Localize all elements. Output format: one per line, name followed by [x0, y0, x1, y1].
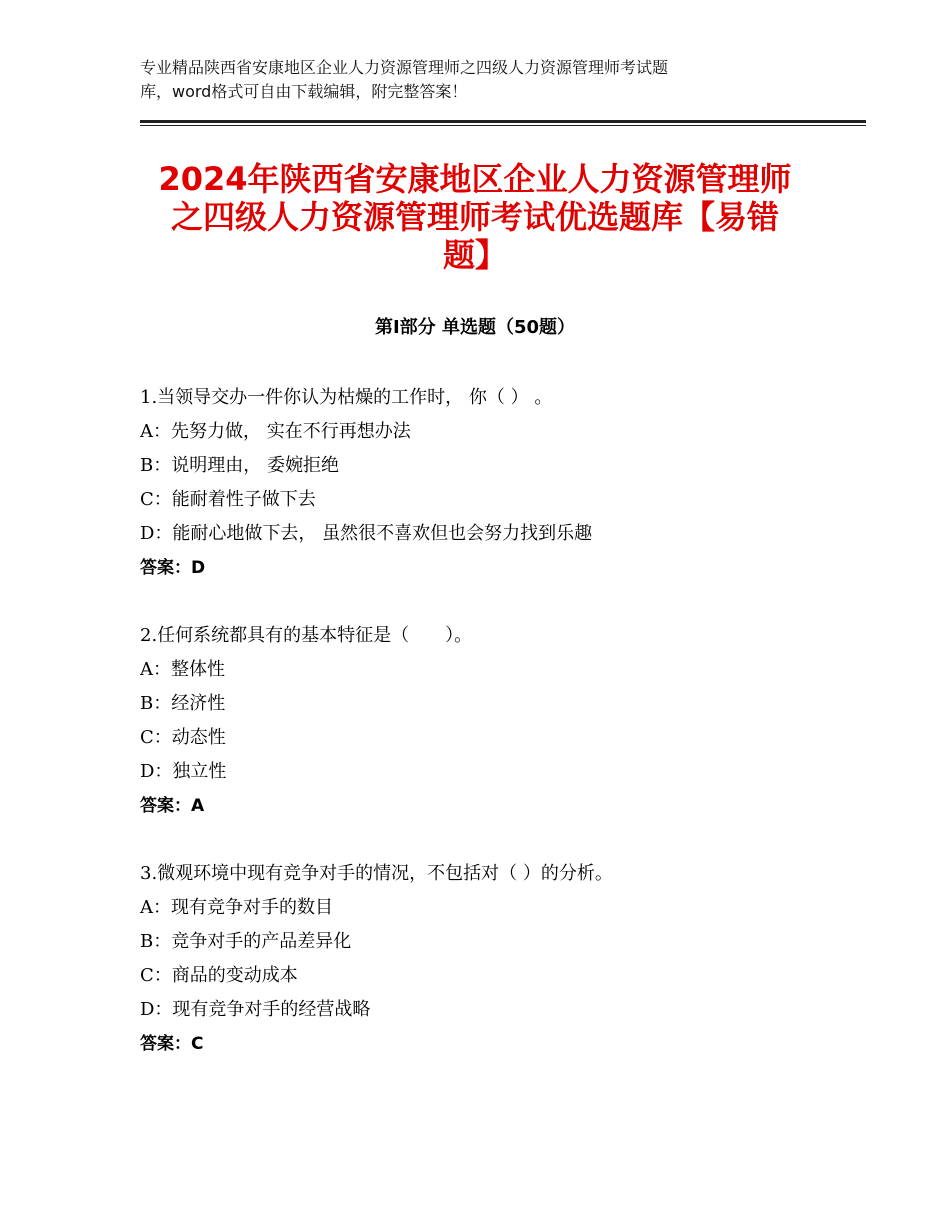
option-d: D：能耐心地做下去， 虽然很不喜欢但也会努力找到乐趣 [140, 523, 593, 544]
question-stem: 1.当领导交办一件你认为枯燥的工作时， 你（ ） 。 [140, 387, 553, 408]
document-title [120, 160, 830, 274]
answer-line: 答案：D [140, 558, 206, 578]
question-list [140, 381, 860, 1095]
document-title-line-3: 题】 [442, 236, 507, 274]
answer-line: 答案：A [140, 796, 205, 816]
header-divider-thin [140, 125, 866, 126]
header-note-line-1: 专业精品陕西省安康地区企业人力资源管理师之四级人力资源管理师考试题 [140, 58, 669, 77]
option-b: B：说明理由， 委婉拒绝 [140, 455, 339, 476]
option-b: B：竞争对手的产品差异化 [140, 931, 352, 952]
question-3 [140, 857, 860, 1061]
option-a: A：现有竞争对手的数目 [140, 897, 333, 918]
question-1 [140, 381, 860, 585]
option-c: C：能耐着性子做下去 [140, 489, 316, 510]
option-b: B：经济性 [140, 693, 226, 714]
document-title-line-2: 之四级人力资源管理师考试优选题库【易错 [170, 198, 779, 236]
document-title-line-1: 2024年陕西省安康地区企业人力资源管理师 [158, 160, 792, 198]
header-divider-thick [140, 120, 866, 123]
question-stem: 2.任何系统都具有的基本特征是（ ）。 [140, 625, 473, 646]
header-note [140, 56, 840, 104]
question-2 [140, 619, 860, 823]
option-a: A：整体性 [140, 659, 225, 680]
option-c: C：商品的变动成本 [140, 965, 298, 986]
option-d: D：现有竞争对手的经营战略 [140, 999, 371, 1020]
answer-line: 答案：C [140, 1034, 204, 1054]
question-stem: 3.微观环境中现有竞争对手的情况，不包括对（ ）的分析。 [140, 863, 613, 884]
option-c: C：动态性 [140, 727, 226, 748]
option-d: D：独立性 [140, 761, 227, 782]
section-title: 第Ⅰ部分 单选题（50题） [374, 317, 575, 338]
header-note-line-2: 库，word格式可自由下载编辑，附完整答案！ [140, 82, 468, 101]
option-a: A：先努力做， 实在不行再想办法 [140, 421, 411, 442]
